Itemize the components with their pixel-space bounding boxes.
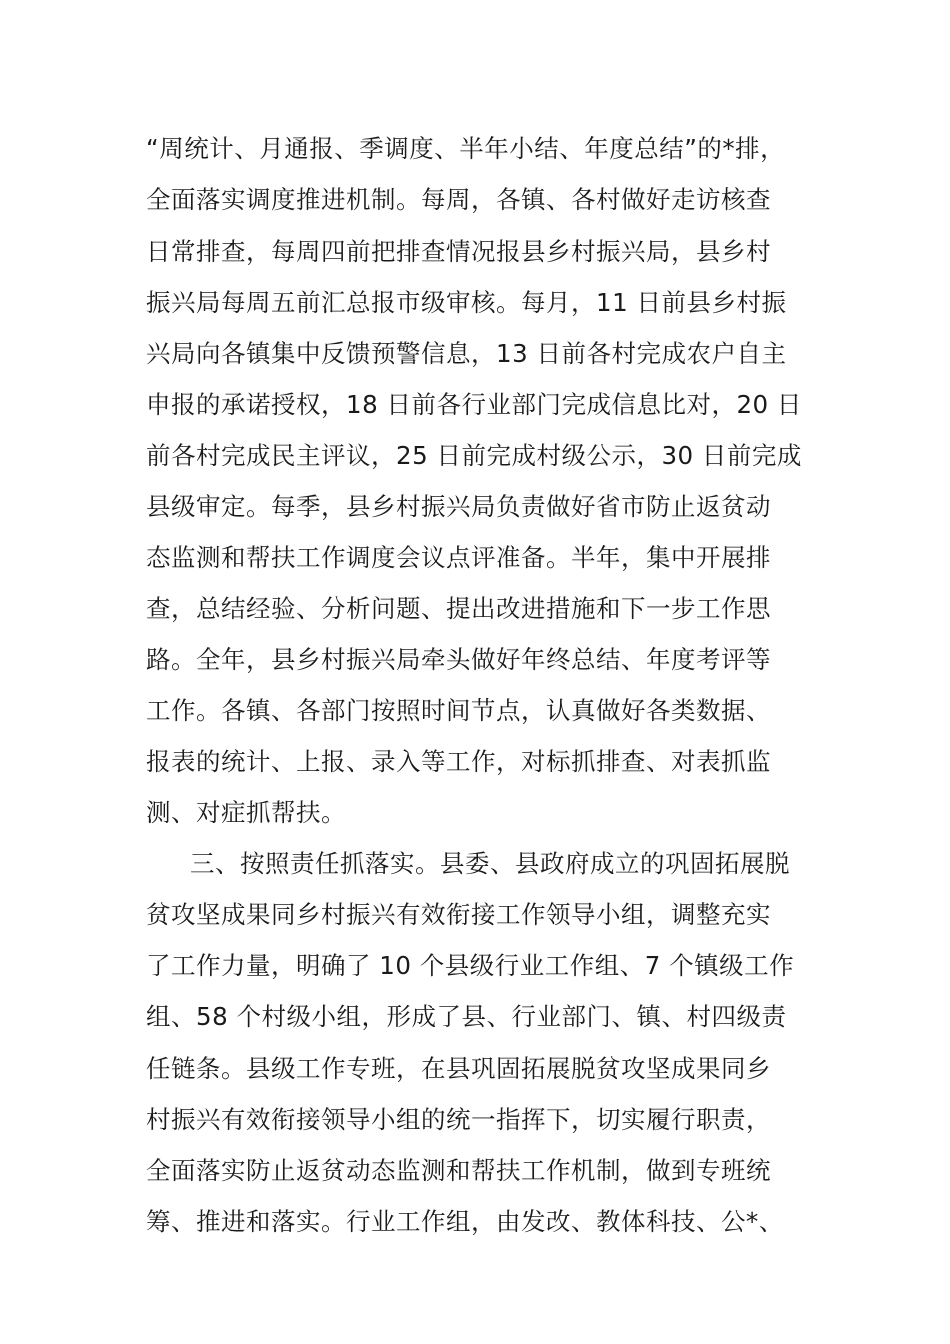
text-line: 兴局向各镇集中反馈预警信息，13 日前各村完成农户自主 (146, 339, 787, 368)
text-line: 前各村完成民主评议，25 日前完成村级公示，30 日前完成 (146, 441, 802, 470)
text-line: 工作。各镇、各部门按照时间节点，认真做好各类数据、 (146, 696, 771, 725)
text-line: 筹、推进和落实。行业工作组，由发改、教体科技、公*、 (146, 1207, 784, 1236)
text-line: 路。全年，县乡村振兴局牵头做好年终总结、年度考评等 (146, 645, 771, 674)
text-line: 了工作力量，明确了 10 个县级行业工作组、7 个镇级工作 (146, 951, 795, 980)
text-line: 贫攻坚成果同乡村振兴有效衔接工作领导小组，调整充实 (146, 900, 771, 929)
text-line: 振兴局每周五前汇总报市级审核。每月，11 日前县乡村振 (146, 288, 787, 317)
text-line: 查，总结经验、分析问题、提出改进措施和下一步工作思 (146, 594, 771, 623)
section-heading-line: 三、按照责任抓落实。县委、县政府成立的巩固拓展脱 (190, 849, 790, 878)
text-line: 日常排查，每周四前把排查情况报县乡村振兴局，县乡村 (146, 237, 771, 266)
text-line: 组、58 个村级小组，形成了县、行业部门、镇、村四级责 (146, 1002, 787, 1031)
text-line: 全面落实调度推进机制。每周，各镇、各村做好走访核查 (146, 185, 771, 214)
text-line: 申报的承诺授权，18 日前各行业部门完成信息比对，20 日 (146, 390, 802, 419)
text-line: 任链条。县级工作专班，在县巩固拓展脱贫攻坚成果同乡 (146, 1054, 771, 1083)
text-line: 县级审定。每季，县乡村振兴局负责做好省市防止返贫动 (146, 492, 771, 521)
text-line: 态监测和帮扶工作调度会议点评准备。半年，集中开展排 (146, 543, 771, 572)
text-line: 全面落实防止返贫动态监测和帮扶工作机制，做到专班统 (146, 1156, 771, 1185)
text-line: 测、对症抓帮扶。 (146, 798, 346, 827)
text-line: 报表的统计、上报、录入等工作，对标抓排查、对表抓监 (146, 747, 771, 776)
text-line: “周统计、月通报、季调度、半年小结、年度总结”的*排， (146, 134, 786, 163)
text-line: 村振兴有效衔接领导小组的统一指挥下，切实履行职责， (146, 1105, 771, 1134)
